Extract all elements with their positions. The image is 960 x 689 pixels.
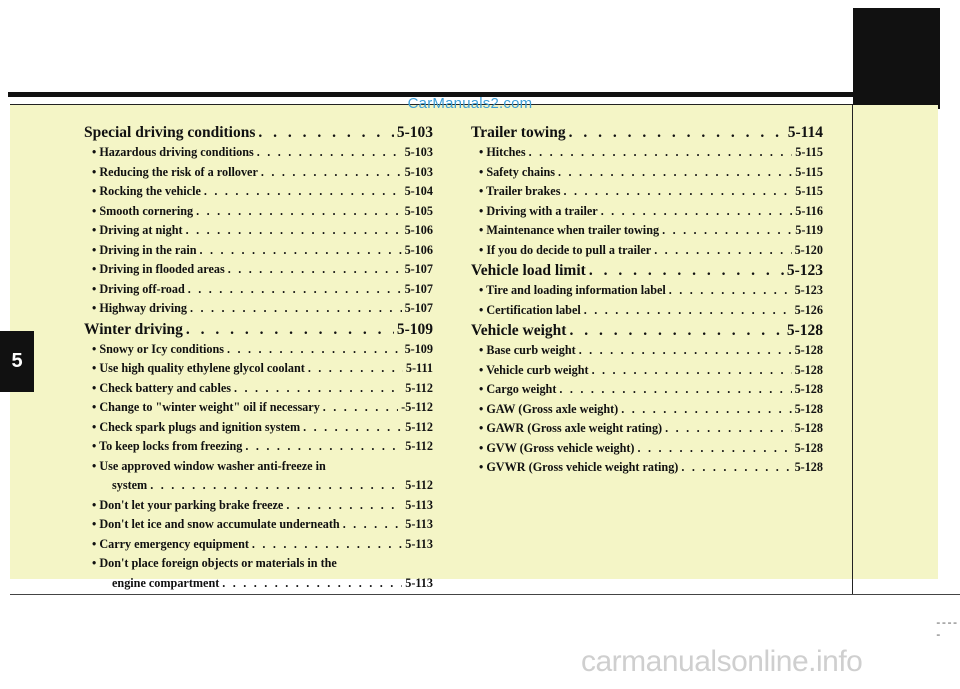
- toc-entry-title: • Cargo weight: [479, 382, 557, 396]
- toc-entry-title: • Hitches: [479, 145, 526, 159]
- toc-leader-dots: [261, 165, 402, 180]
- toc-entry[interactable]: [84, 243, 433, 263]
- toc-entry-title: • Maintenance when trailer towing: [479, 223, 660, 237]
- toc-entry-title: • Driving with a trailer: [479, 203, 598, 218]
- page-marker: -----: [935, 618, 958, 642]
- toc-entry-title: • Tire and loading information label: [479, 283, 666, 297]
- toc-leader-dots: [654, 243, 791, 258]
- toc-entry[interactable]: [471, 363, 823, 383]
- toc-leader-dots: [563, 184, 792, 199]
- toc-entry[interactable]: [84, 420, 433, 440]
- toc-entry[interactable]: [471, 460, 823, 480]
- toc-leader-dots: [150, 478, 402, 493]
- toc-page-number: 5-107: [404, 301, 433, 315]
- toc-page-number: 5-128: [794, 421, 823, 435]
- toc-page-number: 5-111: [405, 361, 433, 375]
- toc-entry-title: • Rocking the vehicle: [92, 184, 201, 198]
- margin-vertical-rule: [852, 105, 853, 595]
- toc-leader-dots: [286, 498, 402, 513]
- chapter-tab: 5: [0, 331, 34, 392]
- toc-entry-title: Trailer towing: [471, 124, 566, 141]
- watermark-bottom: carmanualsonline.info: [581, 645, 863, 678]
- toc-page-number: 5-115: [795, 184, 823, 198]
- toc-leader-dots: [569, 124, 785, 142]
- toc-entry-title: • GAW (Gross axle weight): [479, 401, 619, 416]
- toc-entry[interactable]: [84, 301, 433, 321]
- toc-leader-dots: [343, 517, 403, 532]
- toc-leader-dots: [592, 363, 792, 378]
- toc-page-number: 5-126: [794, 302, 823, 317]
- toc-page-number: 5-119: [795, 223, 823, 237]
- toc-leader-dots: [188, 282, 402, 297]
- toc-page-number: 5-112: [405, 439, 433, 453]
- toc-page-number: 5-107: [404, 281, 433, 296]
- toc-entry-title: • Don't let your parking brake freeze: [92, 497, 284, 512]
- toc-page-number: 5-109: [404, 341, 433, 356]
- toc-entry-title: • Driving off-road: [92, 281, 185, 296]
- toc-entry-title: Vehicle load limit: [471, 262, 586, 279]
- toc-entry[interactable]: [84, 204, 433, 224]
- toc-entry[interactable]: [84, 145, 433, 165]
- toc-entry[interactable]: [84, 381, 433, 401]
- toc-entry[interactable]: [84, 400, 433, 420]
- toc-entry[interactable]: [471, 421, 823, 441]
- toc-page-number: -5-112: [401, 400, 433, 414]
- toc-entry[interactable]: [471, 145, 823, 165]
- toc-entry[interactable]: [84, 184, 433, 204]
- toc-entry-title: • Reducing the risk of a rollover: [92, 164, 258, 179]
- toc-entry-title: • GVWR (Gross vehicle weight rating): [479, 460, 679, 474]
- toc-section-entry[interactable]: [84, 124, 433, 145]
- toc-page-number: 5-107: [404, 262, 433, 276]
- toc-entry-title: • GVW (Gross vehicle weight): [479, 440, 635, 455]
- toc-page-number: 5-123: [786, 262, 823, 279]
- toc-entry-title: • Driving in the rain: [92, 242, 197, 257]
- toc-entry-title: • Use high quality ethylene glycol coolant: [92, 361, 305, 375]
- toc-page-number: 5-128: [794, 362, 823, 377]
- toc-page-number: 5-112: [405, 419, 433, 434]
- toc-entry[interactable]: [471, 204, 823, 224]
- toc-leader-dots: [227, 342, 402, 357]
- toc-leader-dots: [186, 321, 394, 339]
- toc-leader-dots: [196, 204, 401, 219]
- toc-leader-dots: [665, 421, 791, 436]
- toc-leader-dots: [245, 439, 402, 454]
- toc-leader-dots: [579, 343, 792, 358]
- toc-entry[interactable]: [84, 361, 433, 381]
- toc-leader-dots: [589, 262, 784, 280]
- toc-leader-dots: [190, 301, 402, 316]
- toc-entry-title: • To keep locks from freezing: [92, 439, 243, 453]
- toc-leader-dots: [637, 441, 791, 456]
- toc-leader-dots: [258, 124, 393, 142]
- toc-page-number: 5-113: [405, 497, 433, 512]
- toc-entry-title: • Smooth cornering: [92, 203, 194, 218]
- toc-page-number: 5-115: [795, 164, 823, 179]
- toc-entry[interactable]: [84, 439, 433, 459]
- toc-page-number: 5-115: [795, 145, 823, 159]
- toc-leader-dots: [234, 381, 402, 396]
- toc-page-number: 5-113: [405, 536, 433, 551]
- toc-entry-title: • Use approved window washer anti-freeze in: [92, 458, 326, 473]
- watermark-top-link[interactable]: CarManuals2.com: [407, 95, 533, 112]
- toc-entry-title: • Base curb weight: [479, 343, 576, 357]
- toc-entry[interactable]: [471, 184, 823, 204]
- toc-entry[interactable]: [84, 478, 433, 498]
- toc-page-number: 5-128: [794, 460, 823, 474]
- toc-entry[interactable]: [471, 303, 823, 323]
- toc-section-entry[interactable]: [471, 262, 823, 283]
- toc-page-number: 5-104: [404, 184, 433, 198]
- toc-entry[interactable]: [84, 459, 433, 479]
- toc-entry[interactable]: [471, 165, 823, 185]
- toc-entry[interactable]: [84, 342, 433, 362]
- toc-entry-title: • Highway driving: [92, 301, 188, 315]
- toc-entry[interactable]: [84, 223, 433, 243]
- toc-leader-dots: [601, 204, 793, 219]
- toc-page-number: 5-103: [404, 164, 433, 179]
- toc-entry-title: • Carry emergency equipment: [92, 536, 249, 551]
- toc-entry-title: Winter driving: [84, 320, 183, 338]
- toc-entry-title: Vehicle weight: [471, 322, 567, 339]
- toc-entry-title: Special driving conditions: [84, 124, 256, 141]
- toc-leader-dots: [559, 382, 791, 397]
- toc-entry[interactable]: [84, 498, 433, 518]
- toc-entry-title: • Check battery and cables: [92, 380, 232, 395]
- toc-leader-dots: [228, 262, 402, 277]
- toc-entry-title: • Check spark plugs and ignition system: [92, 419, 301, 434]
- toc-entry-title: engine compartment: [112, 575, 220, 590]
- toc-entry-title: • Don't place foreign objects or materials in the: [92, 556, 337, 570]
- toc-leader-dots: [257, 145, 402, 160]
- toc-entry[interactable]: [84, 537, 433, 557]
- toc-right-column: [471, 124, 823, 480]
- toc-entry[interactable]: [84, 282, 433, 302]
- toc-left-column: [84, 124, 433, 595]
- toc-entry-title: • Snowy or Icy conditions: [92, 341, 225, 356]
- toc-entry[interactable]: [84, 165, 433, 185]
- toc-page-number: 5-106: [404, 242, 433, 257]
- toc-leader-dots: [323, 400, 398, 415]
- toc-section-entry[interactable]: [84, 321, 433, 342]
- toc-entry[interactable]: [471, 223, 823, 243]
- toc-page-number: 5-128: [794, 382, 823, 396]
- toc-entry[interactable]: [84, 576, 433, 596]
- toc-entry-title: • Driving at night: [92, 223, 183, 237]
- toc-entry[interactable]: [84, 517, 433, 537]
- toc-page-number: 5-113: [405, 517, 433, 531]
- toc-entry[interactable]: [471, 382, 823, 402]
- toc-entry-title: • Change to "winter weight" oil if necessary: [92, 400, 320, 414]
- corner-black-tab: [853, 8, 940, 109]
- toc-entry[interactable]: [471, 283, 823, 303]
- toc-section-entry[interactable]: [471, 322, 823, 343]
- toc-leader-dots: [199, 243, 401, 258]
- toc-leader-dots: [252, 537, 402, 552]
- toc-entry-title: • Safety chains: [479, 164, 556, 179]
- toc-leader-dots: [621, 402, 791, 417]
- toc-page-number: 5-106: [404, 223, 433, 237]
- toc-entry-title: • Certification label: [479, 302, 581, 317]
- toc-page-number: 5-114: [787, 124, 823, 141]
- toc-page-number: 5-128: [794, 343, 823, 357]
- toc-entry-title: • Don't let ice and snow accumulate underneath: [92, 517, 340, 531]
- toc-leader-dots: [529, 145, 793, 160]
- toc-entry-title: • Hazardous driving conditions: [92, 145, 254, 159]
- toc-entry-title: • GAWR (Gross axle weight rating): [479, 421, 663, 435]
- toc-page-number: 5-120: [794, 242, 823, 257]
- toc-page-number: 5-128: [794, 440, 823, 455]
- toc-entry-title: • If you do decide to pull a trailer: [479, 242, 652, 257]
- toc-entry[interactable]: [471, 343, 823, 363]
- toc-page-number: 5-103: [396, 124, 433, 141]
- toc-entry-title: • Driving in flooded areas: [92, 262, 225, 276]
- toc-leader-dots: [584, 303, 792, 318]
- toc-entry[interactable]: [471, 243, 823, 263]
- toc-page-number: 5-123: [794, 283, 823, 297]
- toc-page-number: 5-116: [795, 203, 823, 218]
- toc-section-entry[interactable]: [471, 124, 823, 145]
- toc-entry[interactable]: [471, 441, 823, 461]
- toc-page-number: 5-112: [405, 478, 433, 492]
- toc-entry-title: • Trailer brakes: [479, 184, 561, 198]
- toc-leader-dots: [662, 223, 792, 238]
- toc-leader-dots: [303, 420, 402, 435]
- toc-page-number: 5-112: [405, 380, 433, 395]
- toc-page-number: 5-109: [396, 320, 433, 338]
- toc-entry[interactable]: [471, 402, 823, 422]
- toc-entry-title: • Vehicle curb weight: [479, 362, 589, 377]
- toc-entry-title: system: [112, 478, 148, 492]
- toc-entry[interactable]: [84, 262, 433, 282]
- toc-leader-dots: [669, 283, 792, 298]
- toc-leader-dots: [204, 184, 402, 199]
- toc-leader-dots: [308, 361, 403, 376]
- toc-leader-dots: [681, 460, 791, 475]
- toc-leader-dots: [186, 223, 402, 238]
- toc-leader-dots: [569, 322, 783, 340]
- toc-page-number: 5-113: [405, 575, 433, 590]
- toc-page-number: 5-128: [786, 322, 823, 339]
- toc-page-number: 5-105: [404, 203, 433, 218]
- toc-leader-dots: [222, 576, 402, 591]
- toc-leader-dots: [558, 165, 792, 180]
- toc-page-number: 5-128: [794, 401, 823, 416]
- toc-entry[interactable]: [84, 556, 433, 576]
- toc-page-number: 5-103: [404, 145, 433, 159]
